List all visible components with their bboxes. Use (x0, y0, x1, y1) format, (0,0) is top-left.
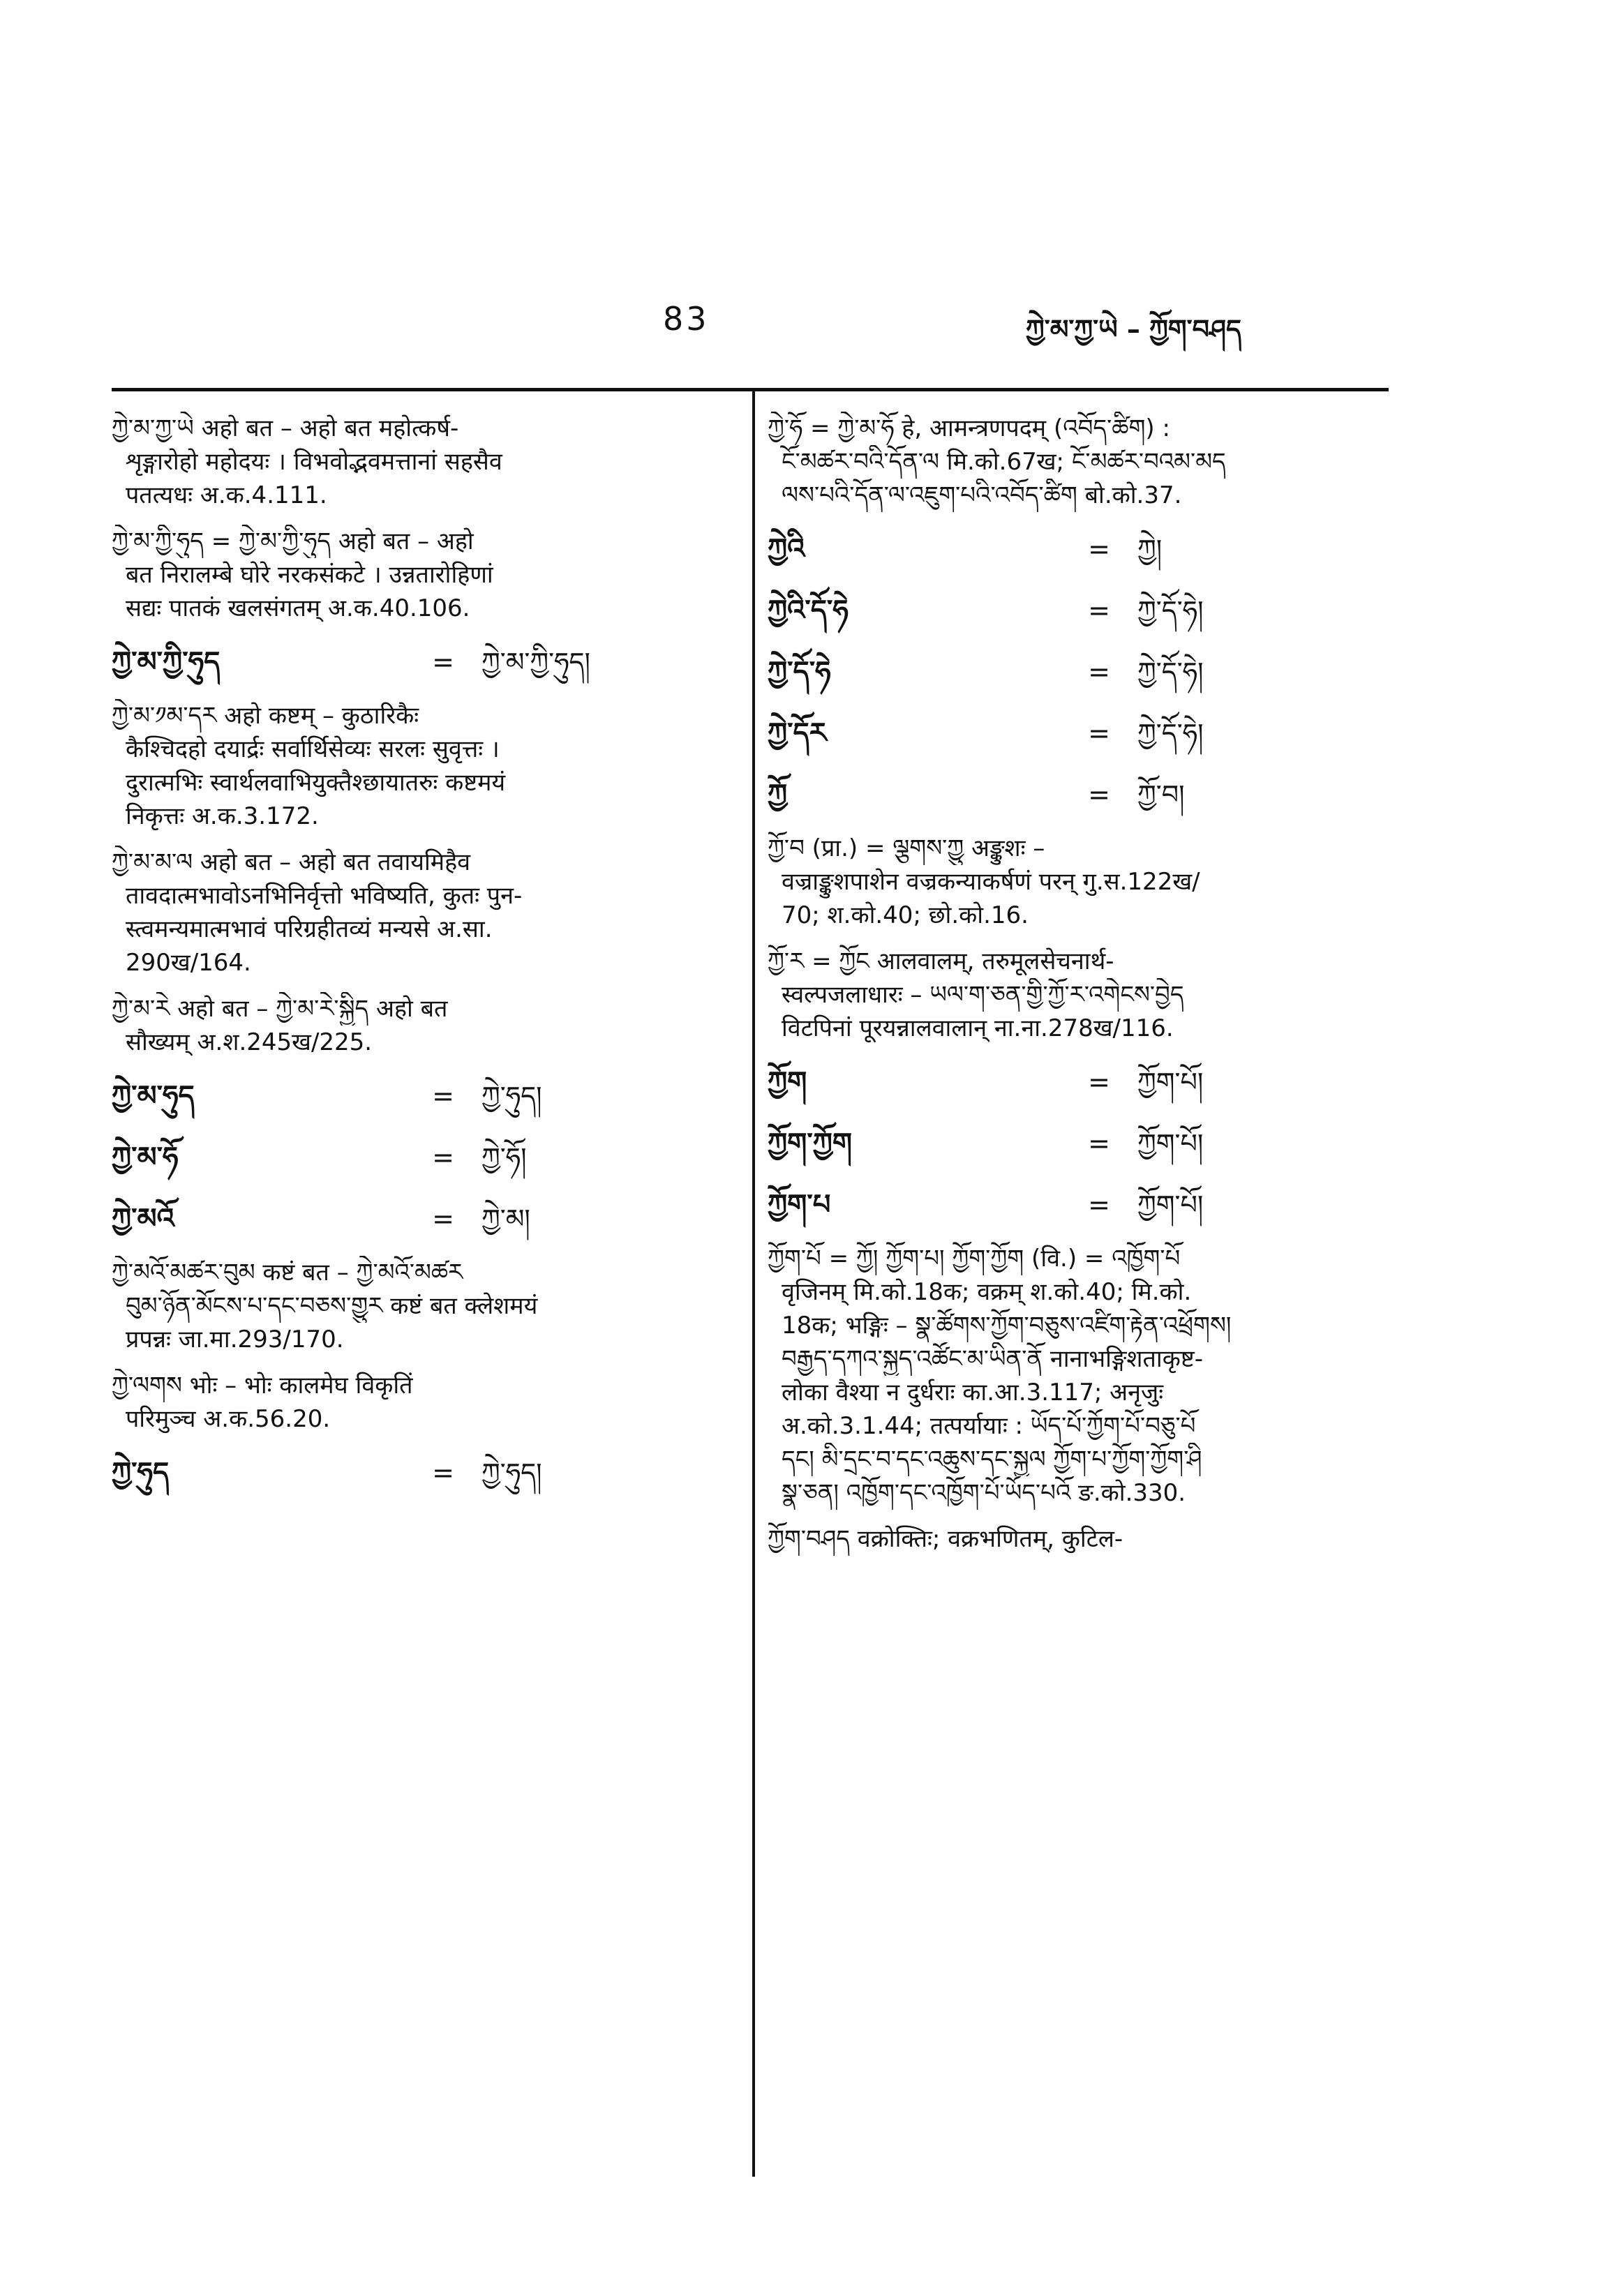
entry-text-line: सौख्यम् अ.श.245ख/225. (126, 1028, 373, 1056)
dictionary-entry (112, 1133, 726, 1182)
cross-reference-line (768, 525, 1396, 573)
entry-text-line: ངོ་མཚར་བའི་དོན་ལ मि.को.67ख; ངོ་མཚར་བའམ་མད (782, 448, 1226, 476)
entry-text-line: ལས་པའི་དོན་ལ་འཇུག་པའི་འབོད་ཚིག बो.को.37. (782, 481, 1182, 509)
entry-text-line: बत निरालम्बे घोरे नरकसंकटे । उन्नतारोहिणां (126, 561, 493, 589)
dictionary-entry (768, 770, 1396, 819)
dictionary-entry (112, 1448, 726, 1497)
entry-text-line: བུམ་ཉོན་མོངས་པ་དང་བཅས་གྱུར कष्टं बत क्लेशमयं (126, 1292, 538, 1320)
entry-headline: ཀྱེ་མ་རེ अहो बत – ཀྱེ་མ་རེ་སྐྱིད अहो बत (112, 995, 448, 1023)
cross-reference-line (768, 586, 1396, 635)
cross-reference-target: ཀྱེ་ཧུད། (481, 1081, 542, 1111)
headword: ཀྱོ (768, 779, 788, 811)
equals-sign: = (1088, 534, 1110, 564)
entry-text-line: विटपिनां पूरयन्नालवालान् ना.ना.278ख/116. (782, 1014, 1174, 1042)
dictionary-entry (768, 1242, 1396, 1510)
headword: ཀྱོག་ཀྱོག (768, 1127, 853, 1160)
entry-headline: ཀྱེ་མ་ཀྱི་ཧུད = ཀྱེ་མ་ཀྱི་ཧུད अहो बत – अहो (112, 527, 474, 555)
cross-reference-target: ཀྱེ་མ། (481, 1203, 530, 1234)
entry-headline: ཀྱེ་ཧོ = ཀྱེ་མ་ཧོ हे, आमन्त्रणपदम् (འབོད་ཚིག) : (768, 414, 1170, 442)
dictionary-entry (768, 586, 1396, 635)
headword: ཀྱེ་མའོ (112, 1203, 174, 1235)
entry-text-line: स्त्वमन्यमात्मभावं परिग्रहीतव्यं मन्यसे अ.सा. (126, 915, 493, 943)
column-divider (752, 391, 755, 2177)
running-head: ཀྱེ་མ་ཀྱ་ཡེ – ཀྱོག་བཤད (1026, 314, 1241, 345)
equals-sign: = (432, 1081, 454, 1111)
headword: ཀྱེ་ཧུད (112, 1457, 170, 1489)
cross-reference-target: ཀྱེ་དོ་ཧེ། (1137, 718, 1204, 749)
equals-sign: = (432, 647, 454, 677)
equals-sign: = (1088, 1128, 1110, 1159)
cross-reference-target: ཀྱོག་པོ། (1137, 1128, 1204, 1159)
cross-reference-line (768, 647, 1396, 696)
cross-reference-line (112, 1194, 726, 1243)
dictionary-entry (768, 1522, 1396, 1556)
dictionary-entry (112, 1194, 726, 1243)
entry-text-line: སྣ་ཅན། འཁྱོག་དང་འཁྱོག་པོ་ཡོད་པའོ ङ.को.330. (782, 1479, 1186, 1507)
entry-text-line: स्वल्पजलाधारः – ཡལ་ག་ཅན་གྱི་ཀྱོ་ར་འགེངས་བྱེད (782, 981, 1184, 1009)
right-column (768, 412, 1396, 1568)
headword: ཀྱོག (768, 1066, 807, 1098)
entry-headline: ཀྱེ་མ་ཀྱ་ཡེ अहो बत – अहो बत महोत्कर्ष- (112, 414, 459, 442)
header-rule (112, 388, 1389, 391)
entry-text-line: དང། མི་དྲང་བ་དང་འཆུས་དང་སྐྱལ ཀྱོག་པ་ཀྱོག་ཀྱོག་ཤི (782, 1446, 1202, 1473)
equals-sign: = (432, 1203, 454, 1234)
dictionary-entry (768, 647, 1396, 696)
headword: ཀྱེ་དོ་ཧེ (768, 656, 831, 688)
entry-text-line: लोका वैश्या न दुर्धराः का.आ.3.117; अनृजुः (782, 1379, 1164, 1406)
equals-sign: = (1088, 656, 1110, 687)
headword: ཀྱོག་པ (768, 1189, 831, 1221)
cross-reference-line (768, 770, 1396, 819)
cross-reference-target: ཀྱེ་མ་ཀྱི་ཧུད། (481, 647, 590, 677)
cross-reference-target: ཀྱོ་བ། (1137, 779, 1185, 810)
dictionary-entry (768, 1180, 1396, 1229)
entry-text-line: शृङ्गारोहो महोदयः । विभवोद्भवमत्तानां सहसैव (126, 448, 502, 476)
cross-reference-line (768, 709, 1396, 758)
dictionary-entry (112, 992, 726, 1059)
entry-text-line: प्रपन्नः जा.मा.293/170. (126, 1326, 344, 1353)
cross-reference-line (768, 1119, 1396, 1168)
equals-sign: = (1088, 718, 1110, 749)
cross-reference-line (112, 1072, 726, 1120)
cross-reference-line (768, 1180, 1396, 1229)
entry-headline: ཀྱེ་ལགས भोः – भोः कालमेघ विकृतिं (112, 1372, 413, 1400)
entry-headline: ཀྱེ་མའོ་མཚར་བུམ कष्टं बत – ཀྱེ་མའོ་མཚར (112, 1259, 463, 1286)
cross-reference-target: ཀྱེ་ཧོ། (481, 1142, 527, 1173)
headword: ཀྱེ་མ་ཧུད (112, 1080, 195, 1112)
headword: ཀྱེ་མ་ཧོ (112, 1141, 179, 1173)
dictionary-entry (112, 1369, 726, 1436)
dictionary-entry (768, 1058, 1396, 1106)
entry-text-line: བརྒྱད་དཀའ་སྐྱད་འཚོང་མ་ཡིན་ནོ नानाभङ्गिशताकृष्ट- (782, 1345, 1203, 1373)
entry-text-line: तावदात्मभावोऽनभिनिर्वृत्तो भविष्यति, कुतः पुन- (126, 882, 523, 910)
dictionary-entry (768, 1119, 1396, 1168)
dictionary-entry (768, 709, 1396, 758)
cross-reference-line (112, 1133, 726, 1182)
entry-headline: ཀྱེ་མ་༡མ་དར अहो कष्टम् – कुठारिकैः (112, 702, 419, 730)
dictionary-entry (112, 1072, 726, 1120)
cross-reference-target: ཀྱོག་པོ། (1137, 1190, 1204, 1220)
cross-reference-target: ཀྱོག་པོ། (1137, 1067, 1204, 1097)
entry-headline: ཀྱོ་བ (प्रा.) = ལྕགས་ཀྱུ अङ्कुशः – (768, 834, 1045, 862)
dictionary-entry (768, 412, 1396, 512)
headword: ཀྱེ་མ་ཀྱི་ཧུད (112, 646, 221, 678)
entry-text-line: वृजिनम् मि.को.18क; वक्रम् श.को.40; मि.को. (782, 1278, 1192, 1306)
dictionary-entry (112, 846, 726, 980)
dictionary-entry (768, 832, 1396, 932)
entry-text-line: दुरात्मभिः स्वार्थलवाभियुक्तैश्छायातरुः कष्टमयं (126, 769, 506, 797)
dictionary-entry (112, 1256, 726, 1356)
dictionary-entry (768, 945, 1396, 1045)
equals-sign: = (1088, 1067, 1110, 1097)
entry-text-line: अ.को.3.1.44; तत्पर्यायाः : ཡོད་པོ་ཀྱོག་པོ་བཅུ་པོ (782, 1412, 1196, 1440)
equals-sign: = (432, 1457, 454, 1488)
entry-text-line: पतत्यधः अ.क.4.111. (126, 481, 327, 509)
left-column (112, 412, 726, 1510)
dictionary-entry (112, 638, 726, 686)
entry-text-line: 18क; भङ्गिः – སྣ་ཚོགས་ཀྱོག་བཅུས་འཛིག་རྟེན་འཕྲོགས། (782, 1312, 1232, 1340)
entry-headline: ཀྱོག་པོ = ཀྱོ། ཀྱོག་པ། ཀྱོག་ཀྱོག (वि.) = འཁྱོག་པོ (768, 1245, 1181, 1273)
headword: ཀྱེའི (768, 533, 805, 565)
equals-sign: = (1088, 1190, 1110, 1220)
dictionary-entry (768, 525, 1396, 573)
entry-headline: ཀྱོག་བཤད वक्रोक्तिः; वक्रभणितम्, कुटिल- (768, 1525, 1123, 1553)
entry-text-line: वज्राङ्कुशपाशेन वज्रकन्याकर्षणं परन् गु.स.122ख/ (782, 868, 1200, 896)
cross-reference-target: ཀྱེ་དོ་ཧེ། (1137, 595, 1204, 626)
equals-sign: = (432, 1142, 454, 1173)
entry-text-line: 70; श.को.40; छो.को.16. (782, 901, 1029, 929)
cross-reference-line (112, 638, 726, 686)
dictionary-entry (112, 525, 726, 625)
cross-reference-target: ཀྱེ་ཧུད། (481, 1457, 542, 1488)
dictionary-entry (112, 699, 726, 833)
cross-reference-target: ཀྱེ་དོ་ཧེ། (1137, 656, 1204, 687)
equals-sign: = (1088, 595, 1110, 626)
page-number: 83 (663, 300, 710, 338)
cross-reference-target: ཀྱེ། (1137, 534, 1163, 564)
cross-reference-line (112, 1448, 726, 1497)
entry-text-line: निकृत्तः अ.क.3.172. (126, 802, 319, 830)
equals-sign: = (1088, 779, 1110, 810)
entry-text-line: कैश्चिदहो दयार्द्रः सर्वार्थिसेव्यः सरलः सुवृत्तः । (126, 735, 500, 763)
cross-reference-line (768, 1058, 1396, 1106)
headword: ཀྱེའི་དོ་ཧེ (768, 594, 849, 626)
entry-text-line: परिमुञ्च अ.क.56.20. (126, 1405, 331, 1433)
entry-text-line: सद्यः पातकं खलसंगतम् अ.क.40.106. (126, 594, 470, 622)
headword: ཀྱེ་དོར (768, 717, 827, 749)
entry-headline: ཀྱོ་ར = ཀྱོང आलवालम्, तरुमूलसेचनार्थ- (768, 947, 1114, 975)
entry-headline: ཀྱེ་མ་མ་ལ अहो बत – अहो बत तवायमिहैव (112, 848, 471, 876)
entry-text-line: 290ख/164. (126, 949, 251, 977)
dictionary-entry (112, 412, 726, 512)
